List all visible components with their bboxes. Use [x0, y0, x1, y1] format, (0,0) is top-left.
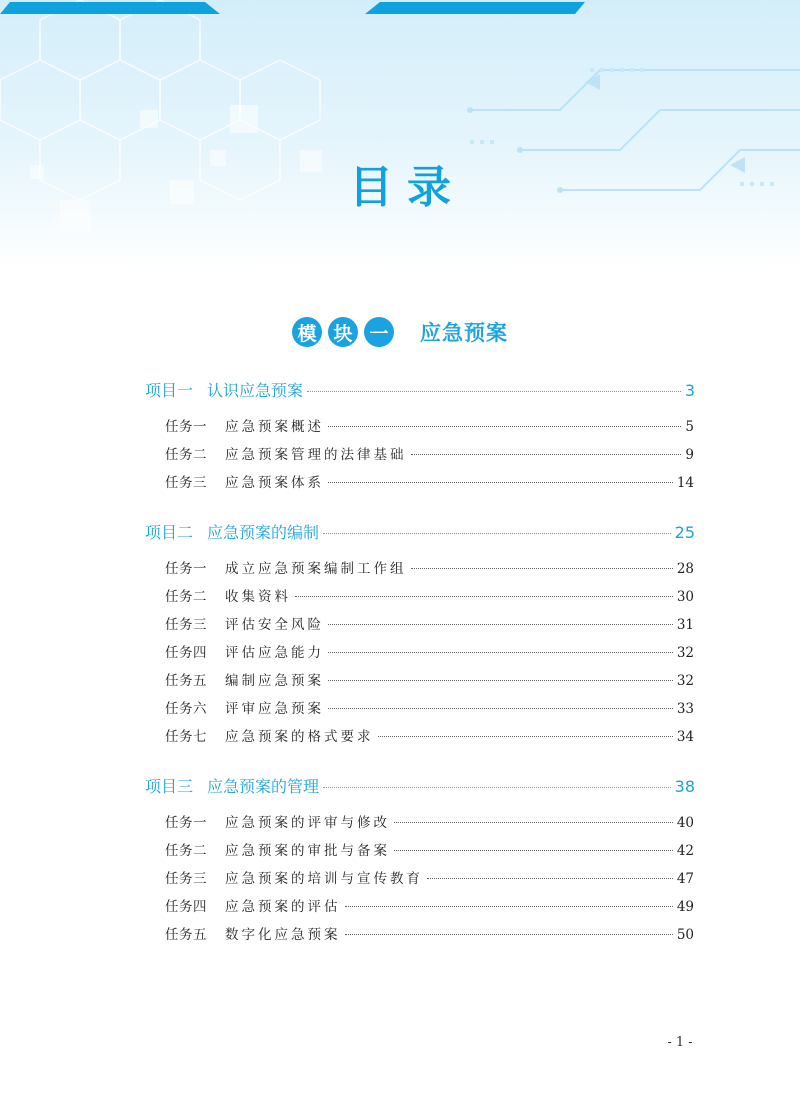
task-title: 应急预案管理的法律基础: [225, 447, 407, 463]
toc-task-entry[interactable]: [165, 697, 694, 717]
dot-leader: [345, 906, 673, 907]
toc-project-entry[interactable]: [145, 378, 695, 401]
dot-leader: [328, 482, 673, 483]
module-char-circle: 模: [292, 317, 322, 347]
project-number: 项目一: [145, 381, 194, 400]
title-underline-bar: [0, 0, 590, 16]
project-page: 3: [684, 381, 695, 400]
dot-leader: [323, 533, 671, 534]
dot-leader: [394, 850, 673, 851]
module-char-circle: 一: [364, 317, 394, 347]
task-number: 任务一: [165, 815, 207, 831]
project-title: 应急预案的编制: [207, 523, 320, 542]
project-number: 项目二: [145, 523, 194, 542]
toc-task-entry[interactable]: [165, 585, 694, 605]
toc-task-entry[interactable]: [165, 811, 694, 831]
task-title: 数字化应急预案: [225, 927, 341, 943]
toc-task-entry[interactable]: [165, 895, 694, 915]
task-page: 40: [676, 815, 694, 831]
task-page: 5: [685, 419, 694, 435]
dot-leader: [427, 878, 673, 879]
task-page: 32: [676, 673, 694, 689]
project-number: 项目三: [145, 777, 194, 796]
page-title: 目录: [349, 162, 465, 213]
module-title: 应急预案: [420, 321, 508, 345]
hexagon-background-graphic: [0, 0, 800, 270]
dot-leader: [328, 680, 673, 681]
toc-project-entry[interactable]: [145, 520, 695, 543]
toc-task-entry[interactable]: [165, 613, 694, 633]
toc-task-entry[interactable]: [165, 557, 694, 577]
task-title: 应急预案概述: [225, 419, 324, 435]
toc-task-entry[interactable]: [165, 669, 694, 689]
task-page: 31: [676, 617, 694, 633]
task-page: 30: [676, 589, 694, 605]
toc-task-entry[interactable]: [165, 725, 694, 745]
task-page: 42: [676, 843, 694, 859]
task-number: 任务二: [165, 447, 207, 463]
task-number: 任务二: [165, 843, 207, 859]
page-number: - 1 -: [667, 1035, 693, 1050]
task-page: 50: [676, 927, 694, 943]
dot-leader: [394, 822, 673, 823]
task-number: 任务一: [165, 419, 207, 435]
task-title: 应急预案的培训与宣传教育: [225, 871, 423, 887]
task-title: 成立应急预案编制工作组: [225, 561, 407, 577]
task-number: 任务四: [165, 899, 207, 915]
header-banner: [0, 0, 800, 270]
dot-leader: [378, 736, 673, 737]
task-number: 任务六: [165, 701, 207, 717]
project-title: 认识应急预案: [207, 381, 304, 400]
toc-task-entry[interactable]: [165, 641, 694, 661]
task-page: 14: [676, 475, 694, 491]
task-page: 9: [685, 447, 694, 463]
task-number: 任务五: [165, 927, 207, 943]
task-page: 32: [676, 645, 694, 661]
task-title: 应急预案体系: [225, 475, 324, 491]
task-number: 任务一: [165, 561, 207, 577]
project-page: 25: [674, 523, 695, 542]
project-title: 应急预案的管理: [207, 777, 320, 796]
toc-task-entry[interactable]: [165, 415, 694, 435]
dot-leader: [307, 391, 681, 392]
dot-leader: [411, 454, 682, 455]
dot-leader: [295, 596, 673, 597]
task-number: 任务三: [165, 475, 207, 491]
task-title: 应急预案的评估: [225, 899, 341, 915]
toc-project-entry[interactable]: [145, 774, 695, 797]
toc-task-entry[interactable]: [165, 839, 694, 859]
task-title: 编制应急预案: [225, 673, 324, 689]
dot-leader: [411, 568, 673, 569]
task-page: 28: [676, 561, 694, 577]
task-title: 评估安全风险: [225, 617, 324, 633]
dot-leader: [328, 652, 673, 653]
toc-task-entry[interactable]: [165, 923, 694, 943]
dot-leader: [323, 787, 671, 788]
task-title: 应急预案的格式要求: [225, 729, 374, 745]
task-page: 34: [676, 729, 694, 745]
task-number: 任务七: [165, 729, 207, 745]
task-number: 任务五: [165, 673, 207, 689]
project-page: 38: [674, 777, 695, 796]
toc-task-entry[interactable]: [165, 443, 694, 463]
dot-leader: [345, 934, 673, 935]
task-page: 49: [676, 899, 694, 915]
module-char-circle: 块: [328, 317, 358, 347]
task-number: 任务三: [165, 871, 207, 887]
task-title: 评审应急预案: [225, 701, 324, 717]
module-heading: [0, 312, 800, 352]
task-number: 任务三: [165, 617, 207, 633]
toc-task-entry[interactable]: [165, 471, 694, 491]
task-title: 应急预案的评审与修改: [225, 815, 390, 831]
task-page: 33: [676, 701, 694, 717]
task-title: 评估应急能力: [225, 645, 324, 661]
task-title: 收集资料: [225, 589, 291, 605]
task-number: 任务四: [165, 645, 207, 661]
dot-leader: [328, 708, 673, 709]
task-title: 应急预案的审批与备案: [225, 843, 390, 859]
task-number: 任务二: [165, 589, 207, 605]
task-page: 47: [676, 871, 694, 887]
toc-task-entry[interactable]: [165, 867, 694, 887]
dot-leader: [328, 426, 681, 427]
dot-leader: [328, 624, 673, 625]
